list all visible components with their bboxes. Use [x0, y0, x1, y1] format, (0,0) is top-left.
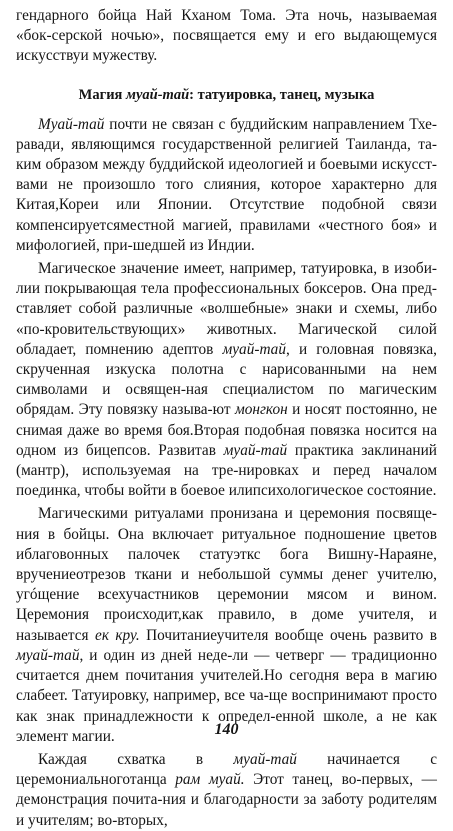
opening-line-1: гендарного бойца Най Кханом Тома. Эта ночь, называемая «бок-	[16, 7, 437, 45]
italic-term: рам муай.	[175, 771, 245, 789]
text-run: ют	[212, 401, 235, 419]
text-run: , и головная повязка, скрученная из	[16, 340, 437, 379]
text-run: ли — четверг — традиционно считается днем почитания учителей.	[16, 646, 438, 685]
text-run: психологическое состояние.	[252, 482, 437, 500]
opening-line-2: серской ночью», посвящается ему и его выдающемуся искусству	[16, 27, 437, 65]
text-run: и носят постоянно, не снимая даже во время боя.	[16, 401, 437, 439]
text-run: Магическое значение имеет, например, татуировка, в изоби-	[38, 260, 437, 278]
text-run: почти не связан с буддийским направлением Тхе-	[104, 115, 437, 133]
text-run: практика заклинаний (мантр), используемая на тре-	[16, 441, 437, 480]
text-run: мнению адептов	[100, 340, 223, 358]
text-run: отрезов ткани и небольшой суммы денег учителю, угóщение всех	[16, 566, 437, 604]
italic-term: муай-тай	[233, 750, 297, 768]
paragraph-3	[16, 504, 437, 746]
text-run: Почитание	[139, 626, 217, 644]
text-run: благовонных палочек статуэткс бога Вишну-Нараяне, вручение	[16, 545, 437, 584]
text-run: учителя вообще очень развито в	[216, 626, 437, 644]
text-run: ния в бойцы. Она включает ритуальное подношение цветов и	[16, 525, 437, 563]
text-run: ния и благодарности за заботу родителям и учителям; во-вторых,	[16, 791, 437, 829]
text-run: Каждая схватка в	[38, 750, 234, 768]
text-run: ким образом между буддийской идеологией и боевыми искусст-	[16, 156, 437, 174]
text-run: шедшей из Индии.	[132, 236, 255, 254]
text-run: куска полотна с нарисованными на нем символами и освящен-	[16, 361, 437, 399]
italic-term: монгкон	[234, 401, 288, 419]
text-run: вами не произошло того слияния, которое характерно для Китая,	[16, 176, 437, 214]
text-run: ная специалистом по магическим обрядам. Эту повязку называ-	[16, 381, 437, 419]
text-run: начинается с церемониального	[16, 750, 437, 789]
text-run: Магическими ритуалами пронизана и церемония посвяще-	[38, 505, 437, 523]
heading-suffix: : татуировка, танец, музыка	[189, 86, 375, 103]
text-run: енной школе, а не как элемент магии.	[16, 707, 438, 745]
text-run: , и один из дней неде-	[79, 646, 233, 664]
text-run: ставляет собой различные «волшебные» знаки и схемы, либо «по-	[16, 300, 437, 338]
opening-paragraph	[16, 6, 437, 67]
text-run: лии покрывающая тела профессиональных боксеров. Она пред-	[16, 280, 437, 298]
italic-term: муай-тай	[222, 340, 286, 358]
paragraph-1	[16, 115, 437, 256]
text-run: нировках и перед началом поединка, чтобы войти в боевое или	[16, 462, 437, 500]
text-run: в	[208, 441, 224, 459]
paragraph-2	[16, 259, 437, 501]
text-run: участников церемонии мясом и вином. Церемония происходит,	[16, 586, 437, 624]
italic-term: Муай-тай	[38, 115, 105, 133]
opening-line-3: и мужеству.	[80, 47, 158, 65]
italic-term: муай-тай	[223, 441, 288, 459]
heading-term: муай-тай	[126, 86, 190, 103]
text-run: Этот танец, во-первых, — демонстрация почита-	[16, 771, 437, 809]
text-run: кровительствующих» животных. Магической силой обладает, по	[16, 320, 437, 358]
text-run: как правило, в доме учителя, и называется	[16, 606, 437, 644]
text-run: Но сегодня вера в магию слабеет. Татуировку, например, все ча-	[16, 667, 437, 705]
paragraph-4	[16, 750, 437, 831]
page-number: 140	[214, 721, 239, 738]
section-heading	[16, 86, 437, 105]
text-run: Кореи или Японии. Отсутствие подобной связи компенсируется	[16, 196, 437, 234]
text-run: местной магией, правилами «честного боя» и мифологией, при-	[16, 216, 437, 254]
italic-term: муай-тай	[16, 646, 80, 664]
text-run: равади, являющимся государственной религией Таиланда, та-	[16, 135, 437, 153]
italic-term: ек кру.	[95, 626, 140, 644]
text-run: ще воспринимают просто как знак принадлежности к определ-	[16, 687, 438, 725]
text-run: танца	[129, 771, 176, 789]
text-run: Вторая подобная повязка носится на одном из бицепсов. Развита	[16, 421, 437, 459]
heading-prefix: Магия	[78, 86, 127, 103]
